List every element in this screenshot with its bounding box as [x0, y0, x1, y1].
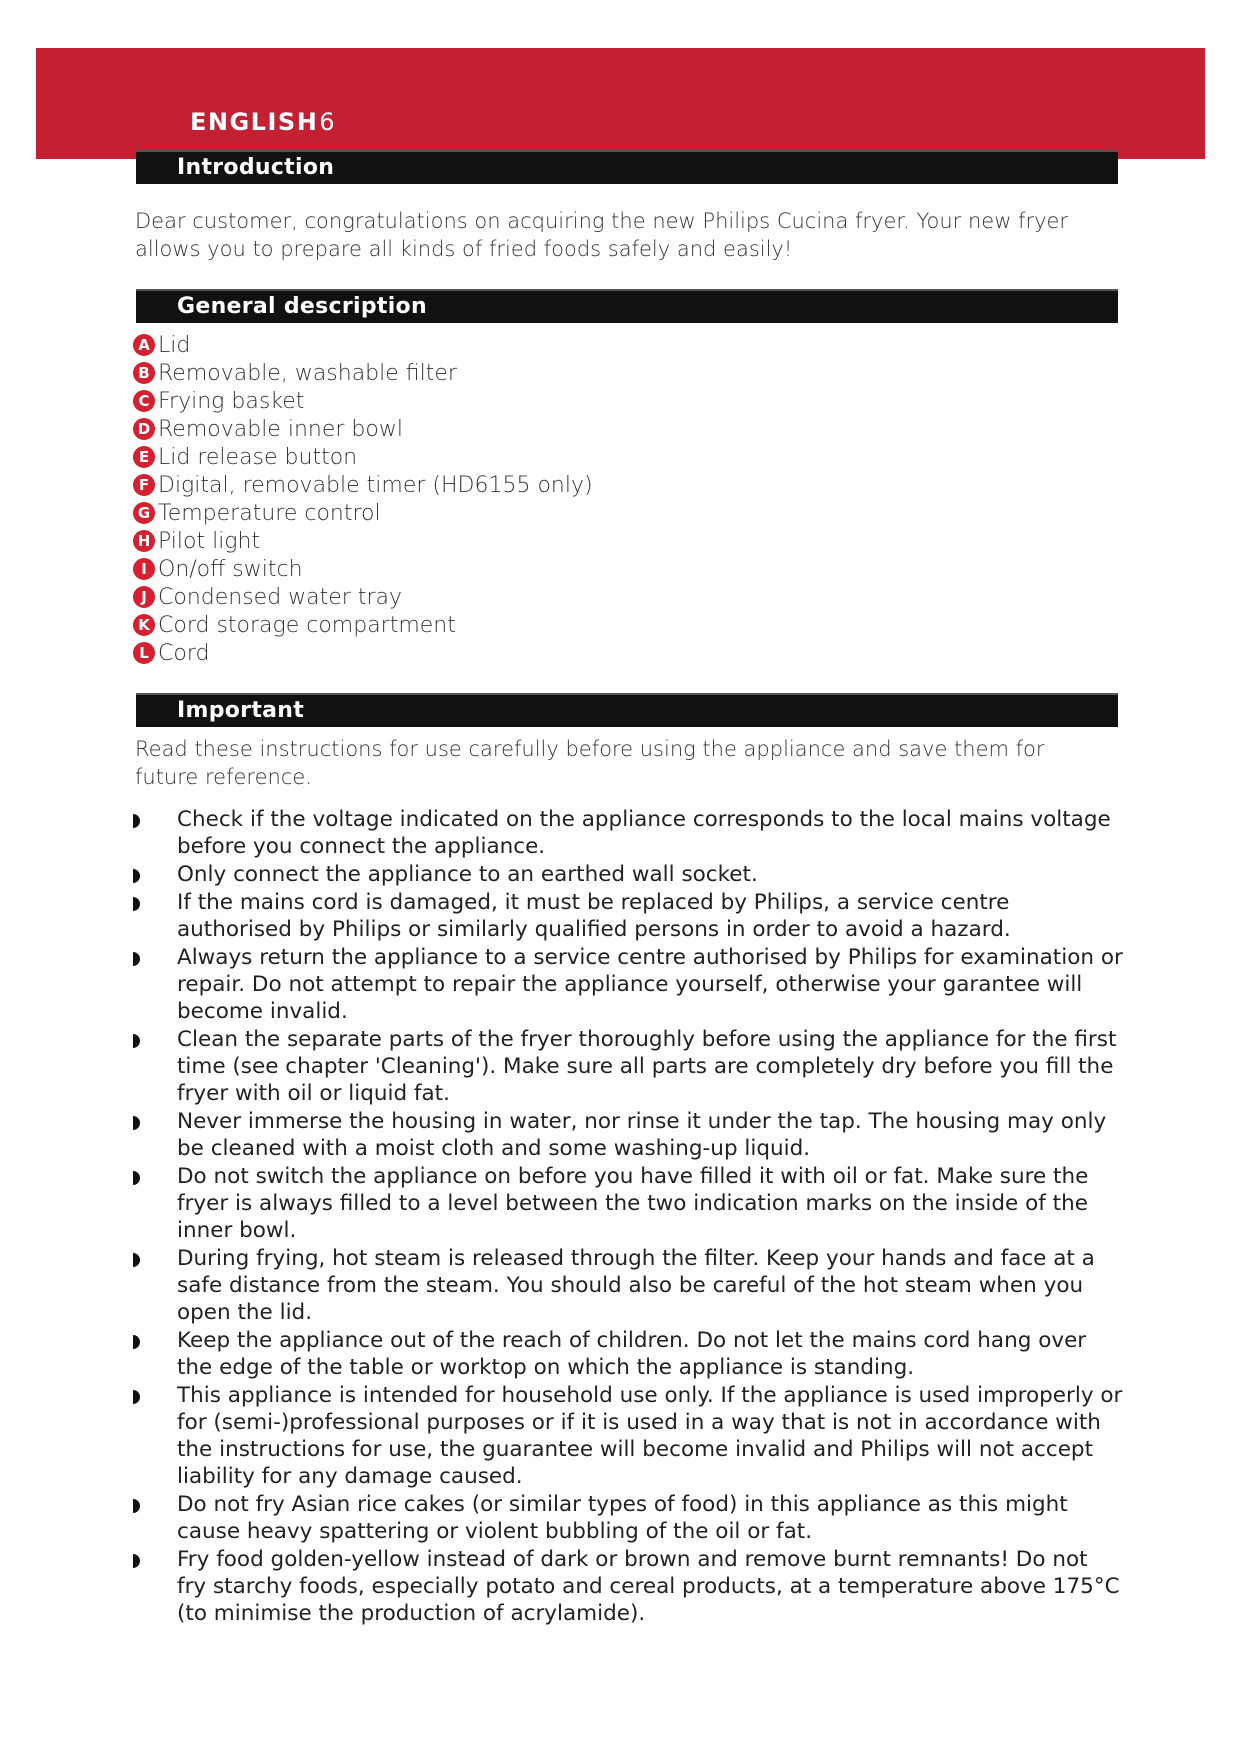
language-label: ENGLISH — [190, 108, 319, 136]
part-letter-badge: F — [133, 474, 155, 496]
part-label: Frying basket — [158, 388, 305, 414]
bullet-icon — [133, 1171, 140, 1185]
warning-text: Keep the appliance out of the reach of children. Do not let the mains cord hang over the edge of the table or worktop on which the appliance is standing. — [177, 1328, 1087, 1380]
part-label: Condensed water tray — [158, 584, 403, 610]
warning-text: Only connect the appliance to an earthed wall socket. — [177, 862, 758, 887]
warning-text: Always return the appliance to a service centre authorised by Philips for examination or repair. Do not attempt to repair the appliance yourself, otherwise your garantee will become invalid. — [177, 945, 1123, 1024]
warning-text: Never immerse the housing in water, nor rinse it under the tap. The housing may only be cleaned with a moist cloth and some washing-up liquid. — [177, 1109, 1107, 1161]
list-item — [133, 1382, 1123, 1490]
introduction-text: Dear customer, congratulations on acquiring the new Philips Cucina fryer. Your new fryer allows you to prepare all kinds of fried foods safely and easily! — [135, 209, 1069, 261]
list-item — [133, 1108, 1123, 1162]
bullet-icon — [133, 1390, 140, 1404]
list-item — [133, 359, 593, 387]
section-title: Important — [177, 698, 305, 723]
list-item — [133, 499, 593, 527]
bullet-icon — [133, 1116, 140, 1130]
warning-text: Do not fry Asian rice cakes (or similar types of food) in this appliance as this might cause heavy spattering or violent bubbling of the oil or fat. — [177, 1492, 1068, 1544]
bullet-icon — [133, 1499, 140, 1513]
warning-text: Fry food golden-yellow instead of dark or brown and remove burnt remnants! Do not fry starchy foods, especially potato and cereal products, at a temperature above 175°C (to minimise the production of acrylamide). — [177, 1547, 1120, 1626]
part-label: On/off switch — [158, 556, 303, 582]
list-item — [133, 1245, 1123, 1326]
parts-list — [133, 331, 593, 667]
list-item — [133, 1546, 1123, 1627]
warning-text: If the mains cord is damaged, it must be replaced by Philips, a service centre authorised by Philips or similarly qualified persons in order to avoid a hazard. — [177, 890, 1011, 942]
part-label: Pilot light — [158, 528, 261, 554]
bullet-icon — [133, 814, 140, 828]
section-heading-introduction — [136, 150, 1118, 184]
warning-text: During frying, hot steam is released through the filter. Keep your hands and face at a safe distance from the steam. You should also be careful of the hot steam when you open the lid. — [177, 1246, 1095, 1325]
section-title: General description — [177, 294, 427, 319]
list-item — [133, 527, 593, 555]
part-label: Cord storage compartment — [158, 612, 456, 638]
part-letter-badge: G — [133, 502, 155, 524]
section-title: Introduction — [177, 155, 335, 180]
part-letter-badge: L — [133, 642, 155, 664]
bullet-icon — [133, 1034, 140, 1048]
list-item — [133, 471, 593, 499]
part-letter-badge: E — [133, 446, 155, 468]
list-item — [133, 583, 593, 611]
part-letter-badge: C — [133, 390, 155, 412]
part-letter-badge: K — [133, 614, 155, 636]
header-language — [190, 108, 336, 136]
part-letter-badge: I — [133, 558, 155, 580]
bullet-icon — [133, 1253, 140, 1267]
warning-text: Do not switch the appliance on before you have filled it with oil or fat. Make sure the fryer is always filled to a level between the two indication marks on the inside of the inner bowl. — [177, 1164, 1089, 1243]
part-label: Temperature control — [158, 500, 381, 526]
list-item — [133, 1491, 1123, 1545]
bullet-icon — [133, 1335, 140, 1349]
list-item — [133, 1026, 1123, 1107]
list-item — [133, 889, 1123, 943]
list-item — [133, 1163, 1123, 1244]
list-item — [133, 944, 1123, 1025]
page-number: 6 — [319, 108, 337, 136]
warning-text: Check if the voltage indicated on the appliance corresponds to the local mains voltage before you connect the appliance. — [177, 807, 1111, 859]
list-item — [133, 611, 593, 639]
part-label: Lid — [158, 332, 191, 358]
part-label: Digital, removable timer (HD6155 only) — [158, 472, 593, 498]
warnings-list — [133, 806, 1123, 1628]
warning-text: Clean the separate parts of the fryer thoroughly before using the appliance for the first time (see chapter 'Cleaning'). Make sure all parts are completely dry before you fill the fryer with oil or liquid fat. — [177, 1027, 1117, 1106]
part-letter-badge: A — [133, 334, 155, 356]
list-item — [133, 415, 593, 443]
part-label: Removable, washable filter — [158, 360, 457, 386]
warning-text: This appliance is intended for household use only. If the appliance is used improperly or for (semi-)professional purposes or if it is used in a way that is not in accordance with the instructions for use, the guarantee will become invalid and Philips will not accept liability for any damage caused. — [177, 1383, 1123, 1489]
list-item — [133, 861, 1123, 888]
part-letter-badge: J — [133, 586, 155, 608]
section-heading-important — [136, 693, 1118, 727]
part-letter-badge: D — [133, 418, 155, 440]
bullet-icon — [133, 952, 140, 966]
list-item — [133, 331, 593, 359]
header-band — [36, 48, 1205, 159]
part-letter-badge: B — [133, 362, 155, 384]
list-item — [133, 443, 593, 471]
list-item — [133, 387, 593, 415]
list-item — [133, 806, 1123, 860]
part-label: Lid release button — [158, 444, 358, 470]
list-item — [133, 1327, 1123, 1381]
part-label: Cord — [158, 640, 210, 666]
important-intro-text: Read these instructions for use carefully before using the appliance and save them for future reference. — [135, 737, 1045, 789]
bullet-icon — [133, 869, 140, 883]
bullet-icon — [133, 1554, 140, 1568]
bullet-icon — [133, 897, 140, 911]
part-label: Removable inner bowl — [158, 416, 403, 442]
list-item — [133, 555, 593, 583]
part-letter-badge: H — [133, 530, 155, 552]
section-heading-general-description — [136, 289, 1118, 323]
list-item — [133, 639, 593, 667]
